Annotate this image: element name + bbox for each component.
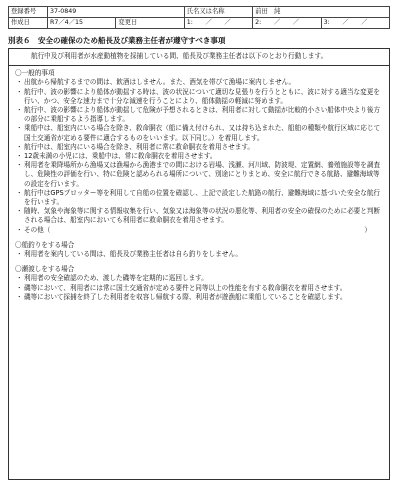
list-item-text: 航行中はGPSプロッター等を利用して自船の位置を確認し、上記で設定した航路の航行、避難海域に基づいた安全な航行を行います。 (24, 188, 381, 207)
list-item (15, 293, 383, 302)
list-item-text: 出航から帰航するまでの間は、飲酒はしません。また、酒気を帯びて漁場に案内しません。 (24, 78, 296, 87)
section-fishing (15, 241, 383, 259)
name-label: 氏名又は名称 (184, 7, 252, 18)
bullet: ・ (16, 274, 23, 283)
list-item (15, 106, 383, 124)
changed-date-3: 3: ／ ／ (321, 18, 389, 29)
registration-number-label: 登録番号 (9, 7, 48, 18)
list-item (15, 161, 383, 189)
changed-date-1: 1: ／ ／ (184, 18, 252, 29)
bullet: ・ (16, 152, 23, 161)
section-general (15, 69, 383, 235)
section-heading: 〇船釣りをする場合 (15, 240, 75, 249)
section-rock-transfer (15, 265, 383, 302)
list-item (15, 274, 383, 283)
bullet: ・ (16, 124, 23, 133)
list-item (15, 250, 383, 259)
header-table (8, 6, 390, 29)
bullet: ・ (16, 283, 23, 292)
list-item-text: 随時、気象や海象等に関する情報収集を行い、気象又は海象等の状況の悪化等、利用者の安全の確保のために必要と判断される場合は、船室内においても利用者に救命胴衣を着用させます。 (24, 207, 381, 225)
list-item-text: 利用者の安全確認のため、渡した磯等を定期的に巡回します。 (24, 274, 208, 283)
other-item-label: その他（ (24, 225, 51, 234)
changed-date-2: 2: ／ ／ (253, 18, 321, 29)
changed-date-label: 変更日 (116, 18, 184, 29)
created-date-label: 作成日 (9, 18, 48, 29)
section-heading: 〇瀬渡しをする場合 (15, 265, 75, 274)
list-item-text: 航行中、波の影響により船体が動揺して危険が予想されるときは、利用者に対して動揺が比較的小さい船体中央より後方の部分に乗船するよう指導します。 (24, 106, 381, 124)
header-row-registration (9, 7, 390, 18)
list-item (15, 152, 383, 161)
bullet: ・ (16, 106, 23, 115)
list-item-text: 航行中、波の影響により船体が動揺する時は、波の状況について適切な見張りを行うとともに、波に対する適当な変更を行い、かつ、安全な速力まで十分な減速を行うことにより、船体動揺の軽減に努めます。 (24, 87, 380, 105)
list-item-text: 磯等において採捕を終了した利用者を収容し帰航する際、利用者が遊漁船に乗船していることを確認します。 (24, 292, 347, 301)
bullet: ・ (16, 250, 23, 259)
document-page (8, 6, 394, 480)
list-item-text: 航行中は、船室内にいる場合を除き、利用者に常に救命胴衣を着用させます。 (24, 142, 254, 151)
bullet: ・ (16, 161, 23, 170)
list-item (15, 284, 383, 293)
list-item-text: 利用者を案内している間は、船長及び業務主任者は自ら釣りをしません。 (24, 250, 242, 259)
name-value: 前田 純 (253, 7, 390, 18)
bullet: ・ (16, 142, 23, 151)
list-item (15, 124, 383, 142)
list-item-text: 磯等において、利用者には常に国土交通省が定める要件と同等以上の性能を有する救命胴衣を着用させます。 (24, 283, 347, 292)
page-title: 別表６ 安全の確保のため船長及び業務主任者が遵守すべき事項 (8, 36, 226, 45)
intro-text: 航行中及び利用者が水産動植物を採捕している間、船長及び業務主任者は以下のとおり行動します。 (9, 49, 389, 66)
bullet: ・ (16, 87, 23, 96)
bullet: ・ (16, 292, 23, 301)
list-item (15, 143, 383, 152)
bullet: ・ (16, 207, 23, 216)
bullet: ・ (16, 188, 23, 197)
list-item-text: 乗船中は、船室内にいる場合を除き、救命胴衣（船に備え付けられ、又は持ち込まれた、船舶の種類や航行区域に応じて国土交通省が定める要件に適合するものをいいます。以下同じ。）を着用します。 (24, 124, 381, 142)
other-item-close: ） (364, 225, 371, 234)
bullet: ・ (16, 78, 23, 87)
bullet: ・ (16, 225, 23, 234)
header-row-dates (9, 18, 390, 29)
list-item (15, 207, 383, 225)
list-item (15, 189, 383, 207)
created-date-value: R7／4／15 (48, 18, 116, 29)
rules-body (9, 66, 389, 479)
registration-number-value: 37-0849 (48, 7, 185, 18)
section-heading: 〇一般的事項 (15, 69, 55, 78)
rules-box (8, 48, 390, 480)
list-item (15, 88, 383, 106)
other-item (15, 226, 383, 235)
list-item-text: 12歳未満の小児には、乗船中は、常に救命胴衣を着用させます。 (24, 152, 217, 161)
list-item-text: 利用者を乗降場所から漁場又は漁場から漁港までの間における岩場、浅瀬、河川域、防波堤、定置網、養殖施設等を調査し、危険性の評価を行い、特に危険と認められる場所について、別途にとりまとめ、安全に航行できる航路、避難海域等の設定を行います。 (24, 161, 381, 188)
list-item (15, 78, 383, 87)
